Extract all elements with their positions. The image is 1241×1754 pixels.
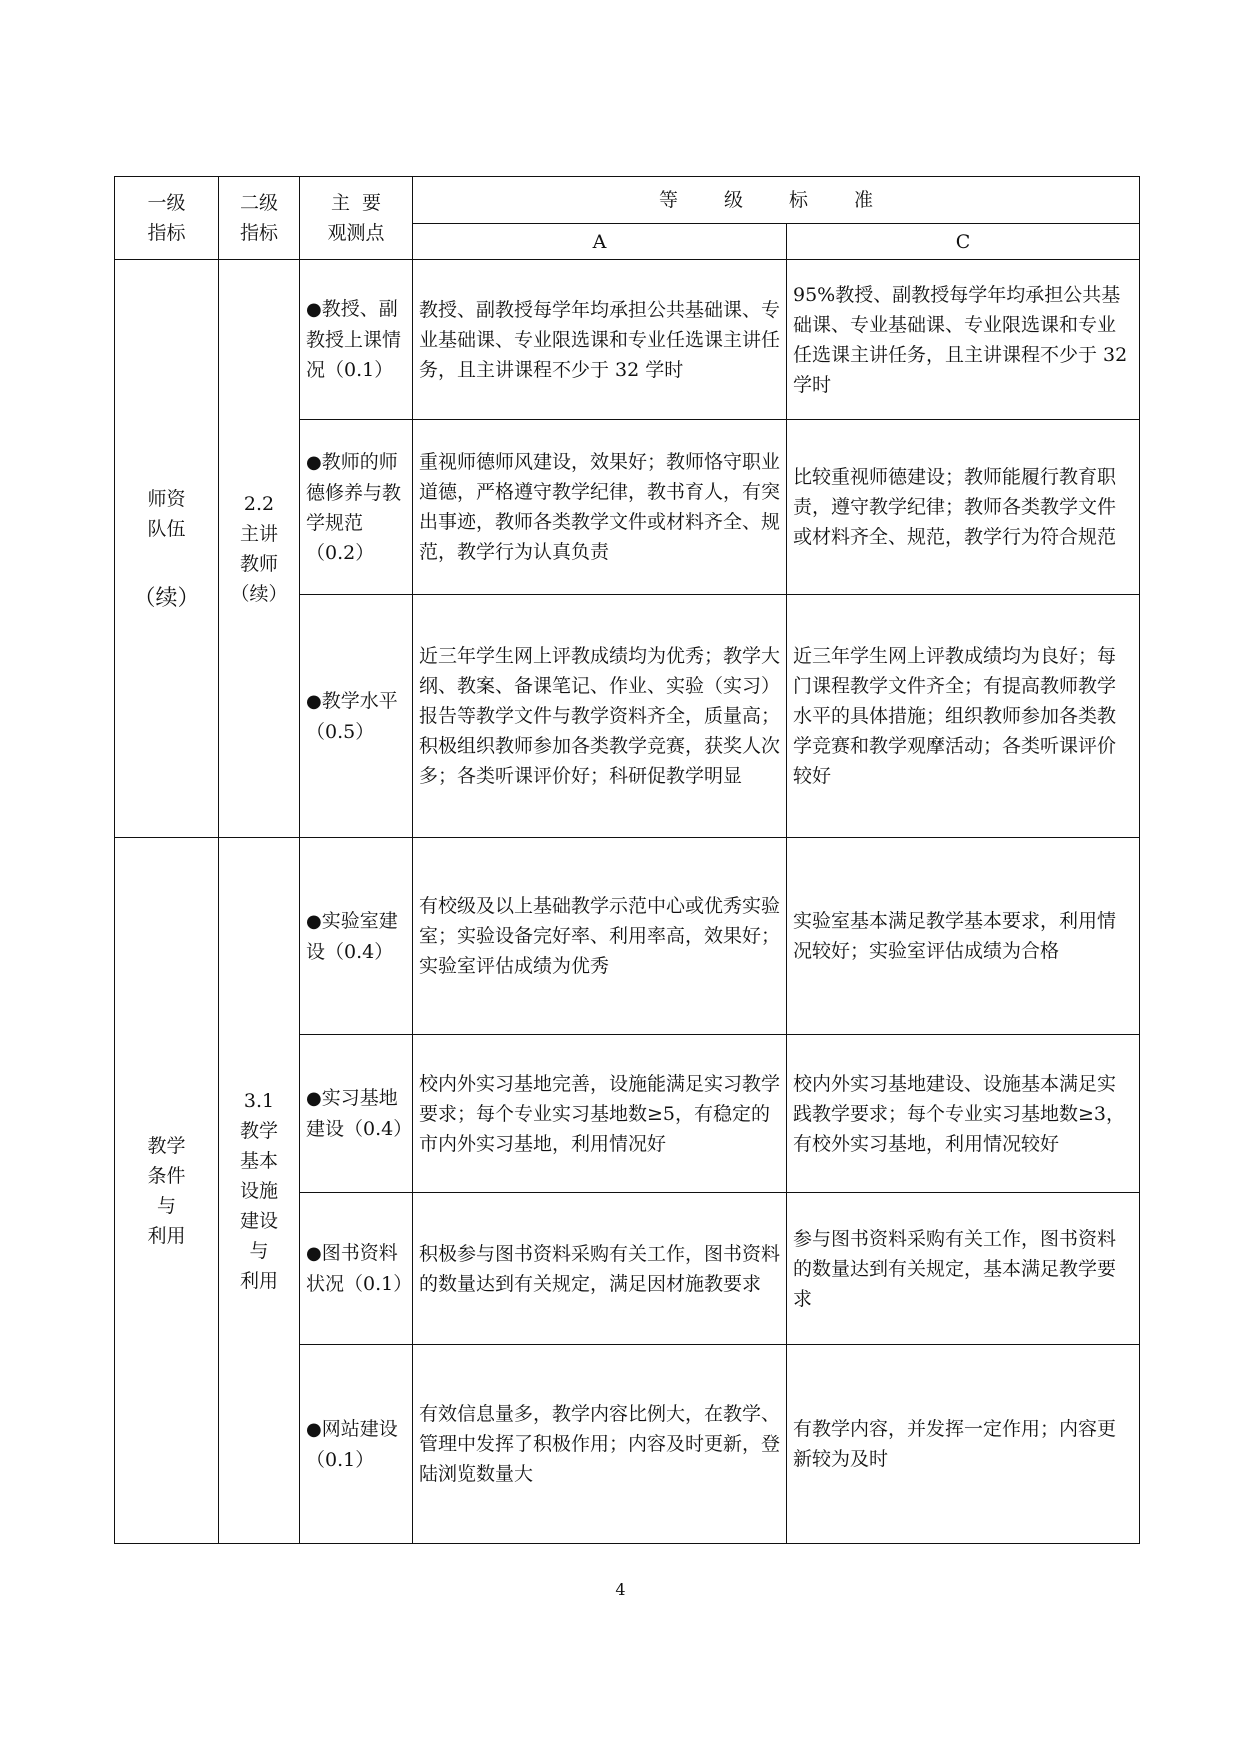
criteria-c: 有教学内容，并发挥一定作用；内容更新较为及时	[787, 1345, 1140, 1544]
criteria-c: 参与图书资料采购有关工作，图书资料的数量达到有关规定，基本满足教学要求	[787, 1193, 1140, 1345]
section1-level2: 2.2 主讲 教师 （续）	[219, 260, 300, 838]
criteria-c: 近三年学生网上评教成绩均为良好；每门课程教学文件齐全；有提高教师教学水平的具体措施；组织教师参加各类教学竞赛和教学观摩活动；各类听课评价较好	[787, 595, 1140, 838]
criteria-c: 实验室基本满足教学基本要求，利用情况较好；实验室评估成绩为合格	[787, 838, 1140, 1035]
evaluation-table	[114, 176, 1140, 1544]
section2-level2: 3.1 教学 基本 设施 建设 与 利用	[219, 838, 300, 1544]
criteria-a: 有校级及以上基础教学示范中心或优秀实验室；实验设备完好率、利用率高，效果好；实验室评估成绩为优秀	[413, 838, 787, 1035]
header-level1: 一级 指标	[115, 177, 219, 260]
header-grade-standard: 等 级 标 准	[413, 177, 1140, 224]
section1-level1: 师资 队伍 （续）	[115, 260, 219, 838]
criteria-a: 校内外实习基地完善，设施能满足实习教学要求；每个专业实习基地数≥5，有稳定的市内外实习基地，利用情况好	[413, 1035, 787, 1193]
header-grade-c: C	[787, 224, 1140, 260]
observation-point: ●网站建设（0.1）	[300, 1345, 413, 1544]
criteria-c: 校内外实习基地建设、设施基本满足实践教学要求；每个专业实习基地数≥3，有校外实习基地，利用情况较好	[787, 1035, 1140, 1193]
observation-point: ●教师的师德修养与教学规范（0.2）	[300, 420, 413, 595]
header-grade-a: A	[413, 224, 787, 260]
observation-point: ●图书资料状况（0.1）	[300, 1193, 413, 1345]
observation-point: ●实验室建设（0.4）	[300, 838, 413, 1035]
criteria-c: 比较重视师德建设；教师能履行教育职责，遵守教学纪律；教师各类教学文件或材料齐全、规范，教学行为符合规范	[787, 420, 1140, 595]
observation-point: ●教学水平（0.5）	[300, 595, 413, 838]
observation-point: ●教授、副教授上课情况（0.1）	[300, 260, 413, 420]
page-number: 4	[615, 1580, 626, 1599]
table-row	[115, 838, 1140, 1035]
header-level2: 二级 指标	[219, 177, 300, 260]
criteria-a: 教授、副教授每学年均承担公共基础课、专业基础课、专业限选课和专业任选课主讲任务，且主讲课程不少于 32 学时	[413, 260, 787, 420]
criteria-a: 重视师德师风建设，效果好；教师恪守职业道德，严格遵守教学纪律，教书育人，有突出事迹，教师各类教学文件或材料齐全、规范，教学行为认真负责	[413, 420, 787, 595]
section2-level1: 教学 条件 与 利用	[115, 838, 219, 1544]
observation-point: ●实习基地建设（0.4）	[300, 1035, 413, 1193]
header-observation: 主 要 观测点	[300, 177, 413, 260]
criteria-c: 95%教授、副教授每学年均承担公共基础课、专业基础课、专业限选课和专业任选课主讲任务，且主讲课程不少于 32 学时	[787, 260, 1140, 420]
criteria-a: 有效信息量多，教学内容比例大，在教学、管理中发挥了积极作用；内容及时更新，登陆浏览数量大	[413, 1345, 787, 1544]
criteria-a: 近三年学生网上评教成绩均为优秀；教学大纲、教案、备课笔记、作业、实验（实习）报告等教学文件与教学资料齐全，质量高；积极组织教师参加各类教学竞赛，获奖人次多；各类听课评价好；科研促教学明显	[413, 595, 787, 838]
criteria-a: 积极参与图书资料采购有关工作，图书资料的数量达到有关规定，满足因材施教要求	[413, 1193, 787, 1345]
table-row	[115, 260, 1140, 420]
